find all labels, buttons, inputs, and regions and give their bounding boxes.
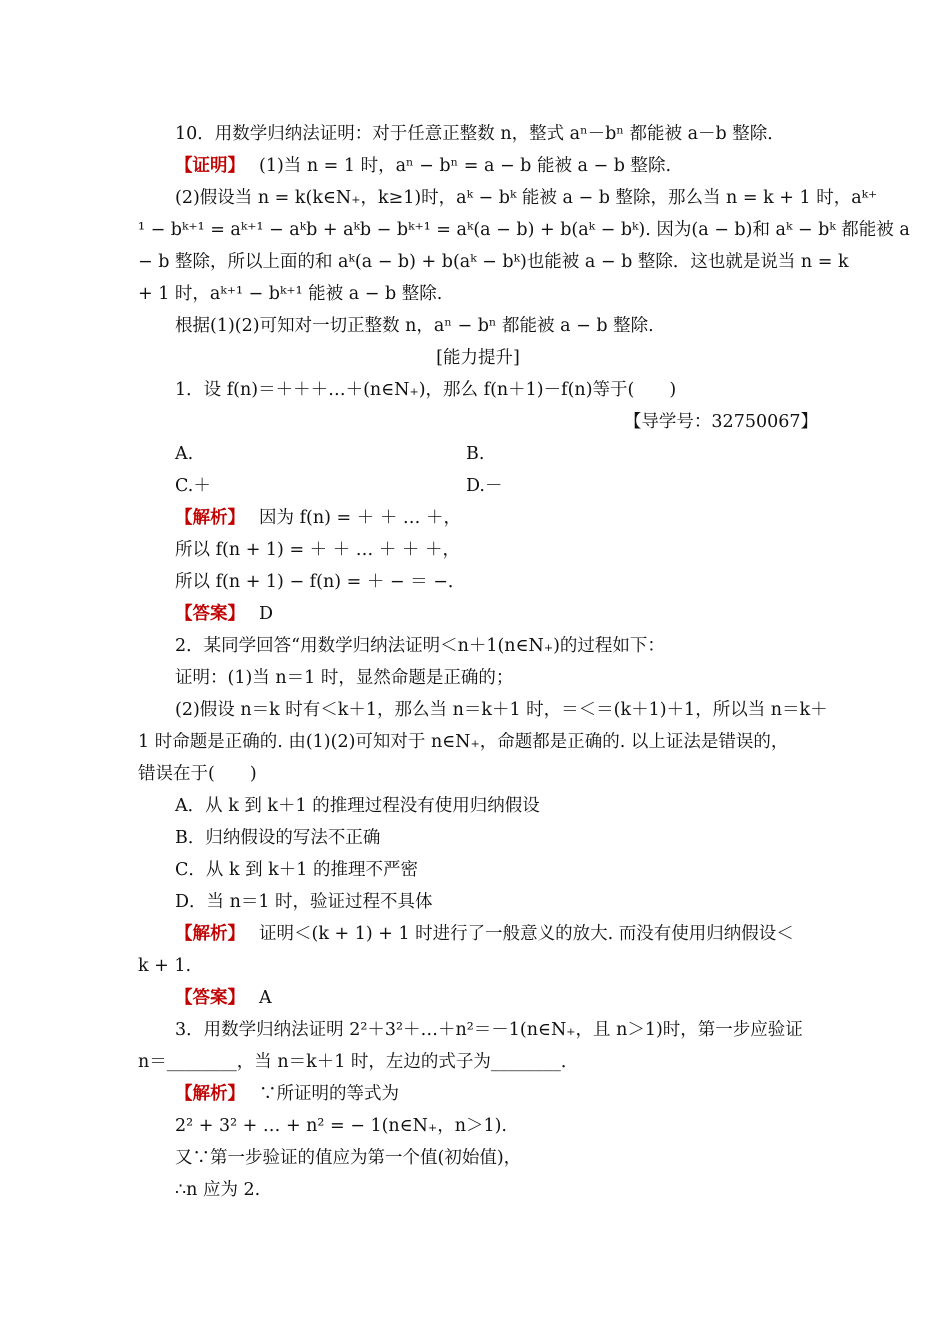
q3-analysis-line-1 [175, 1082, 818, 1106]
q1-stem: 1．设 f(n)＝＋＋＋…＋(n∈N₊)，那么 f(n＋1)－f(n)等于( ) [175, 380, 677, 400]
q3-analysis-line-4: ∴n 应为 2. [175, 1180, 261, 1200]
q1-answer-value: D [259, 604, 274, 624]
q10-proof-line-2: (2)假设当 n = k(k∈N₊，k≥1)时，aᵏ − bᵏ 能被 a − b 整除，那么当 n = k + 1 时，aᵏ⁺ [175, 188, 878, 208]
q2-answer-value: A [259, 988, 272, 1008]
q3-stem-line-1: 3．用数学归纳法证明 2²＋3²＋…＋n²＝－1(n∈N₊，且 n＞1)时，第一步应验证 [175, 1020, 803, 1040]
q10-proof-line-3: ¹ − bᵏ⁺¹ = aᵏ⁺¹ − aᵏb + aᵏb − bᵏ⁺¹ = aᵏ(a − b) + b(aᵏ − bᵏ). 因为(a − b)和 aᵏ − bᵏ 都能被 a [138, 220, 910, 240]
q2-option-a: A．从 k 到 k＋1 的推理过程没有使用归纳假设 [175, 796, 540, 816]
q1-answer [175, 602, 818, 626]
q1-option-a: A. [175, 444, 194, 464]
q3-analysis-text-1: ∵所证明的等式为 [259, 1084, 399, 1104]
q2-stem: 2．某同学回答“用数学归纳法证明＜n＋1(n∈N₊)的过程如下： [175, 636, 665, 656]
q1-analysis-line-2: 所以 f(n + 1) = ＋ ＋ … ＋ ＋ ＋， [175, 540, 460, 560]
q1-analysis-line-3: 所以 f(n + 1) − f(n) = ＋ − ＝ −． [175, 572, 466, 592]
q1-option-c: C.＋ [175, 476, 211, 496]
answer-tag: 【答案】 [175, 988, 245, 1008]
q2-option-d: D．当 n＝1 时，验证过程不具体 [175, 892, 433, 912]
q3-stem-line-2: n＝________，当 n＝k＋1 时，左边的式子为________． [138, 1052, 579, 1072]
q2-proof-step-2-cont: 1 时命题是正确的. 由(1)(2)可知对于 n∈N₊，命题都是正确的. 以上证法是错误的， [138, 732, 789, 752]
q2-proof-step-1: 证明：(1)当 n＝1 时，显然命题是正确的； [175, 668, 514, 688]
q2-analysis-line-2: k + 1. [138, 956, 192, 976]
q1-option-d: D.－ [466, 476, 503, 496]
analysis-tag: 【解析】 [175, 508, 245, 528]
analysis-tag: 【解析】 [175, 924, 245, 944]
q10-proof-line-1 [175, 154, 818, 178]
section-title: [能力提升] [436, 348, 520, 368]
q2-option-c: C．从 k 到 k＋1 的推理不严密 [175, 860, 418, 880]
q2-answer [175, 986, 818, 1010]
q1-analysis-text-1: 因为 f(n) = ＋ ＋ … ＋， [259, 508, 461, 528]
q2-proof-step-2: (2)假设 n＝k 时有＜k＋1，那么当 n＝k＋1 时，＝＜＝(k＋1)＋1，所以当 n＝k＋ [175, 700, 828, 720]
q1-reference-number: 【导学号：32750067】 [623, 412, 818, 432]
answer-tag: 【答案】 [175, 604, 245, 624]
q1-analysis-line-1 [175, 506, 818, 530]
q10-proof-line-5: + 1 时，aᵏ⁺¹ − bᵏ⁺¹ 能被 a − b 整除. [138, 284, 443, 304]
proof-tag: 【证明】 [175, 156, 245, 176]
q10-proof-text-1: (1)当 n = 1 时，aⁿ − bⁿ = a − b 能被 a − b 整除. [259, 156, 672, 176]
q2-analysis-line-1 [175, 922, 818, 946]
q3-analysis-line-3: 又∵第一步验证的值应为第一个值(初始值)， [175, 1148, 522, 1168]
q10-conclusion: 根据(1)(2)可知对一切正整数 n，aⁿ − bⁿ 都能被 a − b 整除. [175, 316, 654, 336]
q3-analysis-line-2: 2² + 3² + … + n² = − 1(n∈N₊，n＞1). [175, 1116, 507, 1136]
q10-stem: 10．用数学归纳法证明：对于任意正整数 n，整式 aⁿ－bⁿ 都能被 a－b 整除． [175, 124, 785, 144]
q1-option-b: B. [466, 444, 485, 464]
q2-question: 错误在于( ) [138, 764, 257, 784]
q2-option-b: B．归纳假设的写法不正确 [175, 828, 381, 848]
analysis-tag: 【解析】 [175, 1084, 245, 1104]
q2-analysis-text-1: 证明＜(k + 1) + 1 时进行了一般意义的放大. 而没有使用归纳假设＜ [259, 924, 794, 944]
q10-proof-line-4: − b 整除，所以上面的和 aᵏ(a − b) + b(aᵏ − bᵏ)也能被 a − b 整除．这也就是说当 n = k [138, 252, 849, 272]
